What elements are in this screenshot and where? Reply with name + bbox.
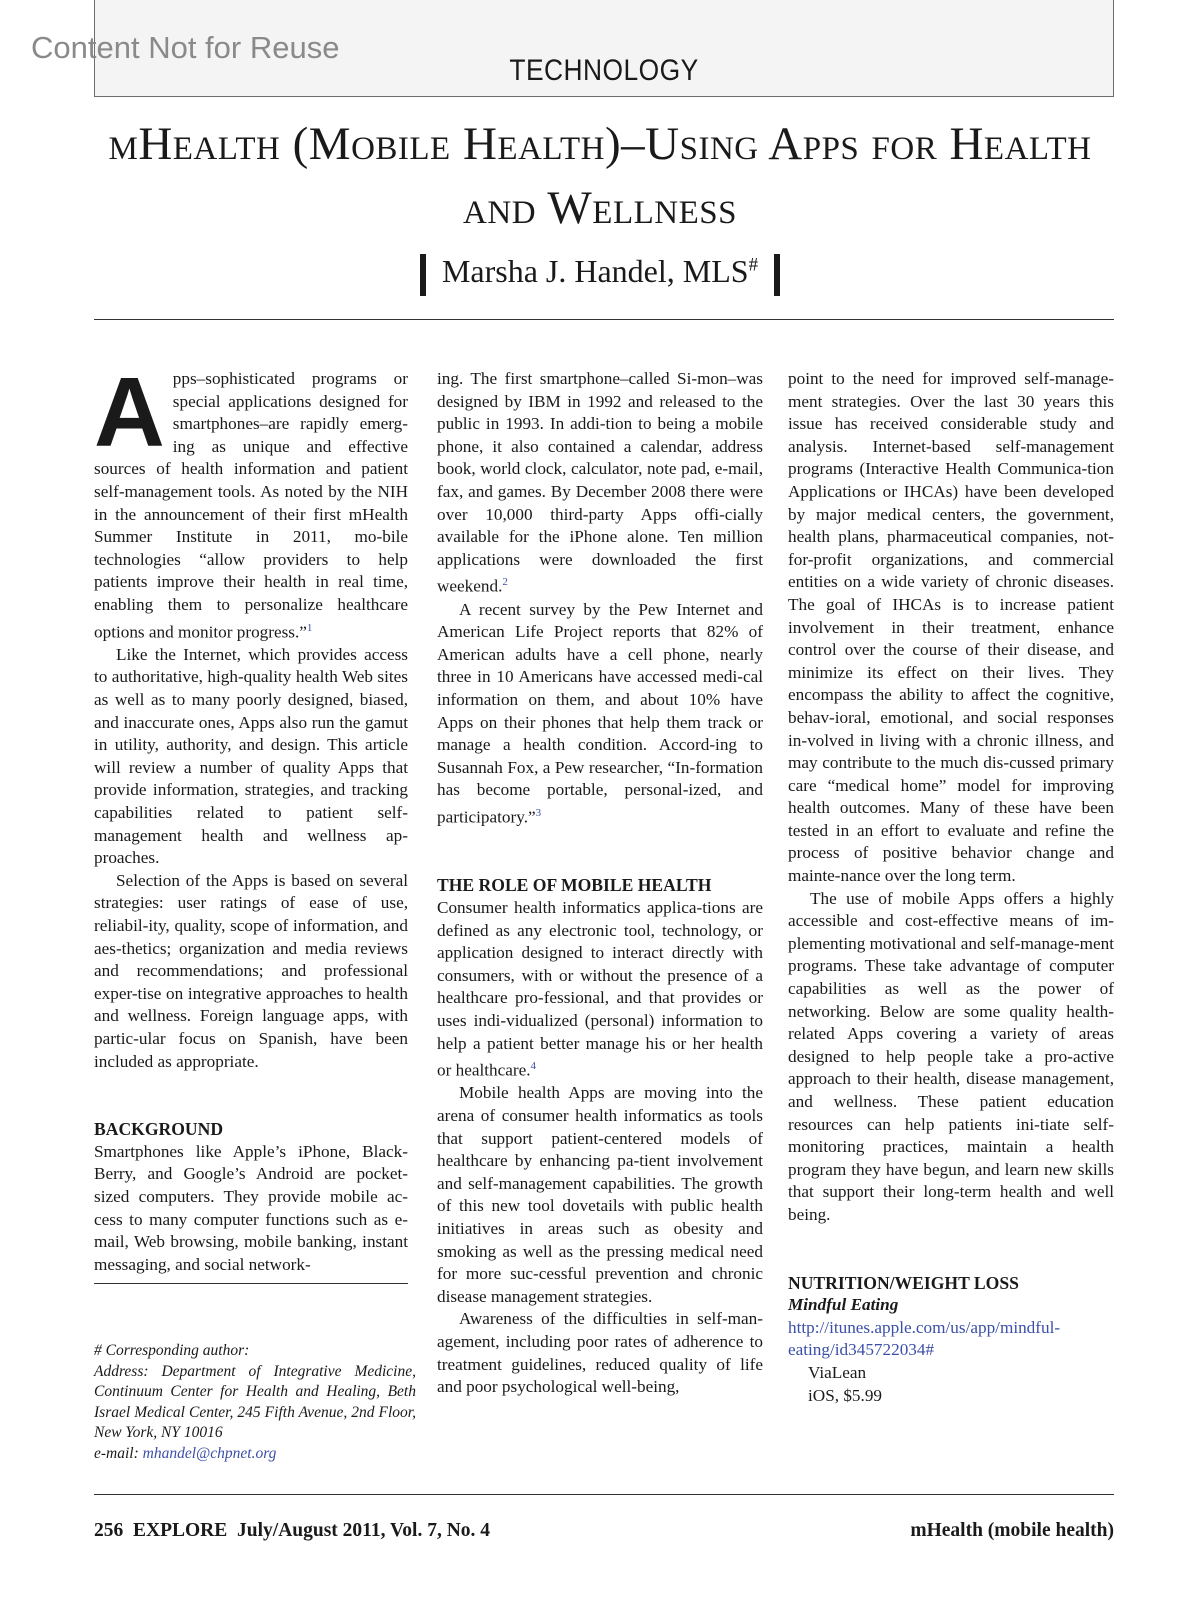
footer-rule <box>94 1494 1114 1495</box>
app-name: Mindful Eating <box>788 1295 899 1315</box>
watermark: Content Not for Reuse <box>31 30 340 65</box>
paragraph: A recent survey by the Pew Internet and American Life Project reports that 82% of American adults have a cell phone, nearly three in 10 Americans have accessed medi-cal information on them, and about 10% have Apps on their phones that help them track or manage a health condition. Accord-ing to Susannah Fox, a Pew researcher, “In-formation has become portable, personal-ized, and participatory.”$^3$ <box>437 599 763 827</box>
reference-1[interactable]: 1 <box>306 621 313 634</box>
paragraph: Selection of the Apps is based on several strategies: user ratings of ease of use, reliabil-ity, quality, scope of information, and aes-thetics; organization and media reviews and recommendations; and professional exper-tise on integrative approaches to health and wellness. Foreign language apps, with partic-ular focus on Spanish, have been included as appropriate. <box>94 870 408 1071</box>
author-bar-right <box>774 254 780 296</box>
journal-issue: July/August 2011, Vol. 7, No. 4 <box>237 1520 491 1541</box>
reference-2[interactable]: 2 <box>502 576 508 589</box>
article-title-line-2: and Wellness <box>463 182 737 234</box>
footnote-email-line: e-mail: mhandel@chpnet.org <box>94 1444 277 1462</box>
heading-nutrition-weight-loss: NUTRITION/WEIGHT LOSS <box>788 1272 1019 1293</box>
column-2 <box>437 368 763 1399</box>
footnote-address: Address: Department of Integrative Medicine, Continuum Center for Health and Healing, Beth Israel Medical Center, 245 Fifth Avenue, 2nd Floor, New York, NY 10016 <box>94 1362 416 1442</box>
footnote-rule <box>94 1283 408 1284</box>
author-mark: # <box>748 254 759 276</box>
paragraph: Like the Internet, which provides access to authoritative, high-quality health Web sites as well as to many poorly designed, biased, and inaccurate ones, Apps also run the gamut in utility, authority, and design. This article will review a number of quality Apps that provide information, strategies, and tracking capabilities related to patient self-management health and wellness ap-proaches. <box>94 644 408 868</box>
paragraph: Mobile health Apps are moving into the arena of consumer health informatics as tools that support patient-centered models of healthcare by enhancing pa-tient involvement and self-management capabilities. The growth of this new tool dovetails with public health initiatives in areas such as obesity and smoking as well as the pressing medical need for more suc-cessful prevention and chronic disease management strategies. <box>437 1083 763 1306</box>
column-3 <box>788 368 1114 1407</box>
reference-4[interactable]: 4 <box>530 1060 537 1073</box>
paragraph: point to the need for improved self-manage-ment strategies. Over the last 30 years this issue has received considerable study and analysis. Internet-based self-management programs (Interactive Health Communica-tion Applications or IHCAs) have been developed by major medical centers, the government, health plans, pharmaceutical companies, not-for-profit organizations, and commercial entities on a wide variety of chronic diseases. The goal of IHCAs is to increase patient involvement in their treatment, enhance control over the course of their disease, and minimize its effect on their lives. They encompass the ability to affect the cognitive, behav-ioral, emotional, and social responses in-volved in living with a chronic illness, and may contribute to the much dis-cussed primary care “medical home” model for improving health outcomes. Many of these have been tested in an effort to evaluate and refine the process of positive behavior change and mainte-nance over the long term. <box>788 369 1114 886</box>
paragraph: Apps–sophisticated programs or special applications designed for smartphones–are rapidly emerg-ing as unique and effective sources of health information and patient self-management tools. As noted by the NIH in the announcement of their first mHealth Summer Institute in 2011, mo-bile technologies “allow providers to help patients improve their health in real time, enabling them to personalize healthcare options and monitor progress.”$^1$ <box>94 357 408 642</box>
heading-role-of-mobile-health: THE ROLE OF MOBILE HEALTH <box>437 875 712 896</box>
footnote <box>94 1341 416 1465</box>
column-1 <box>94 357 408 1276</box>
heading-background: BACKGROUND <box>94 1119 224 1140</box>
header-rule <box>94 319 1114 320</box>
paragraph: Smartphones like Apple’s iPhone, Black-Berry, and Google’s Android are pocket-sized computers. They provide mobile ac-cess to many computer functions such as e-mail, Web browsing, mobile banking, instant messaging, and social network- <box>94 1141 408 1274</box>
section-label: TECHNOLOGY <box>509 54 699 87</box>
article-title-line-1: mHealth (Mobile Health)–Using Apps for Health <box>108 118 1092 170</box>
journal-name: EXPLORE <box>133 1520 228 1541</box>
paragraph: ing. The first smartphone–called Si-mon–was designed by IBM in 1992 and released to the public in 1993. In addi-tion to being a mobile phone, it also contained a calendar, address book, world clock, calculator, note pad, e-mail, fax, and games. By December 2008 there were over 10,000 third-party Apps offi-cially available for the iPhone alone. Ten million applications were downloaded the first weekend.$^2$ <box>437 369 763 597</box>
author-name: Marsha J. Handel, MLS <box>441 253 749 289</box>
footnote-label: # Corresponding author: <box>94 1342 250 1359</box>
page-number: 256 <box>94 1520 124 1541</box>
footer-citation <box>94 1520 490 1542</box>
app-url-link[interactable]: http://itunes.apple.com/us/app/mindful-eating/id345722034# <box>788 1317 1061 1360</box>
drop-cap: A <box>94 357 165 467</box>
article-title <box>60 112 1140 240</box>
paragraph: Consumer health informatics applica-tions are defined as any electronic tool, technology, or application designed to interact directly with consumers, with or without the presence of a healthcare pro-fessional, and that provides or uses indi-vidualized (personal) information to help a patient better manage his or her health or healthcare.$^4$ <box>437 897 763 1080</box>
app-developer: ViaLean <box>808 1362 867 1382</box>
email-link[interactable]: mhandel@chpnet.org <box>142 1444 277 1462</box>
author-bar-left <box>420 254 426 296</box>
author-line <box>0 253 1200 296</box>
paragraph: Awareness of the difficulties in self-man-agement, including poor rates of adherence to treatment guidelines, reduced quality of life and poor psychological well-being, <box>437 1309 763 1397</box>
paragraph: The use of mobile Apps offers a highly accessible and cost-effective means of im-plementing motivational and self-manage-ment programs. These take advantage of computer capabilities as well as the power of networking. Below are some quality health-related Apps covering a variety of areas designed to help people take a pro-active approach to their health, disease management, and wellness. These patient education resources can help patients ini-tiate self-monitoring practices, maintain a health program they have begun, and learn new skills that support their long-term health and well being. <box>788 888 1114 1224</box>
app-platform-price: iOS, $5.99 <box>808 1385 883 1405</box>
reference-3[interactable]: 3 <box>535 807 542 820</box>
running-title: mHealth (mobile health) <box>910 1520 1114 1541</box>
